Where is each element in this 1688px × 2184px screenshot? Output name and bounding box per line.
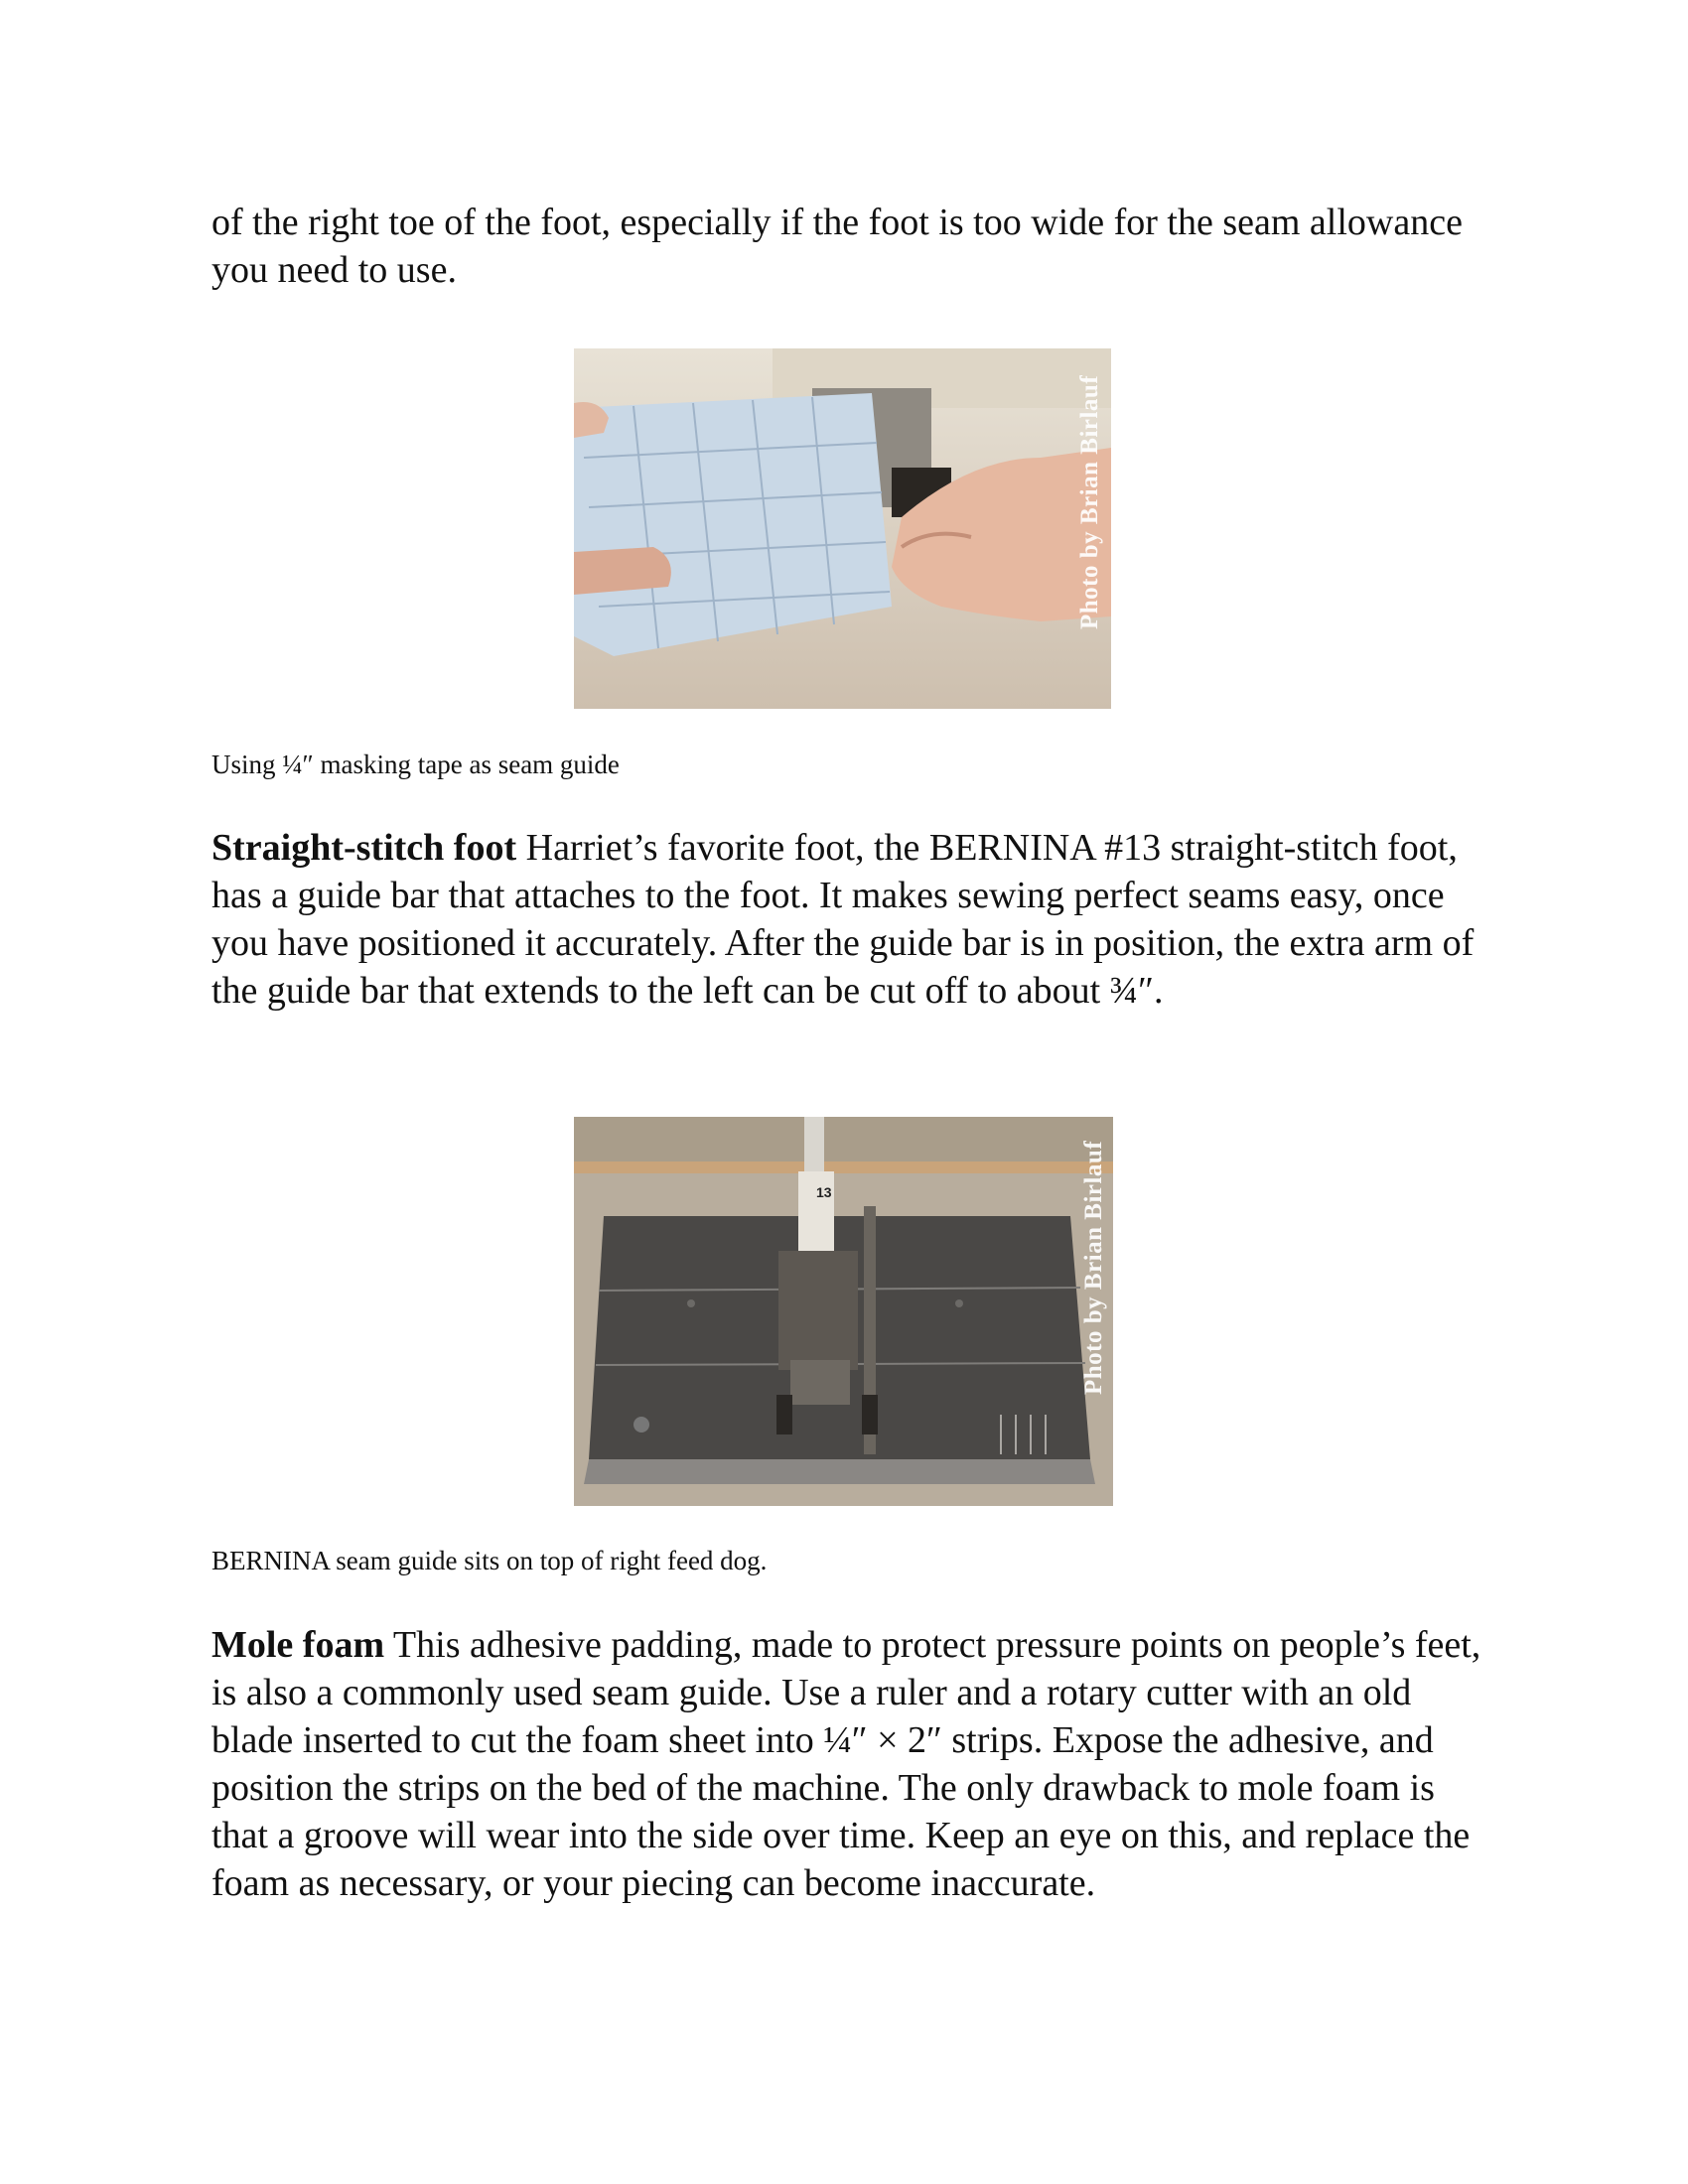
figure2-caption: BERNINA seam guide sits on top of right feed dog. <box>211 1546 768 1575</box>
straight-stitch-heading: Straight-stitch foot <box>211 827 517 869</box>
figure1-caption: Using ¼″ masking tape as seam guide <box>211 750 620 779</box>
masking-tape-photo <box>574 348 1111 709</box>
photo-credit: Photo by Brian Birlauf <box>1076 374 1103 629</box>
mole-foam-heading: Mole foam <box>211 1624 385 1666</box>
foot-number-label: 13 <box>816 1184 832 1200</box>
straight-stitch-paragraph <box>211 824 1492 1015</box>
straight-stitch-body: Harriet’s favorite foot, the BERNINA #13 straight-stitch foot, has a guide bar that attaches to the foot. It makes sewing perfect seams easy, once you have positioned it accurately. After the guide bar is in position, the extra arm of the guide bar that extends to the left can be cut off to about ¾″. <box>211 827 1475 1012</box>
masking-tape-illustration <box>574 348 1111 709</box>
intro-paragraph: of the right toe of the foot, especially if the foot is too wide for the seam allowance you need to use. <box>211 202 1463 291</box>
seam-guide-illustration <box>574 1117 1113 1506</box>
photo-credit: Photo by Brian Birlauf <box>1080 1140 1107 1395</box>
mole-foam-paragraph <box>211 1621 1492 1907</box>
seam-guide-photo <box>574 1117 1113 1506</box>
mole-foam-body: This adhesive padding, made to protect pressure points on people’s feet, is also a commonly used seam guide. Use a ruler and a rotary cutter with an old blade inserted to cut the foam sheet into ¼″ × 2″ strips. Expose the adhesive, and position the strips on the bed of the machine. The only drawback to mole foam is that a groove will wear into the side over time. Keep an eye on this, and replace the foam as necessary, or your piecing can become inaccurate. <box>211 1624 1481 1904</box>
